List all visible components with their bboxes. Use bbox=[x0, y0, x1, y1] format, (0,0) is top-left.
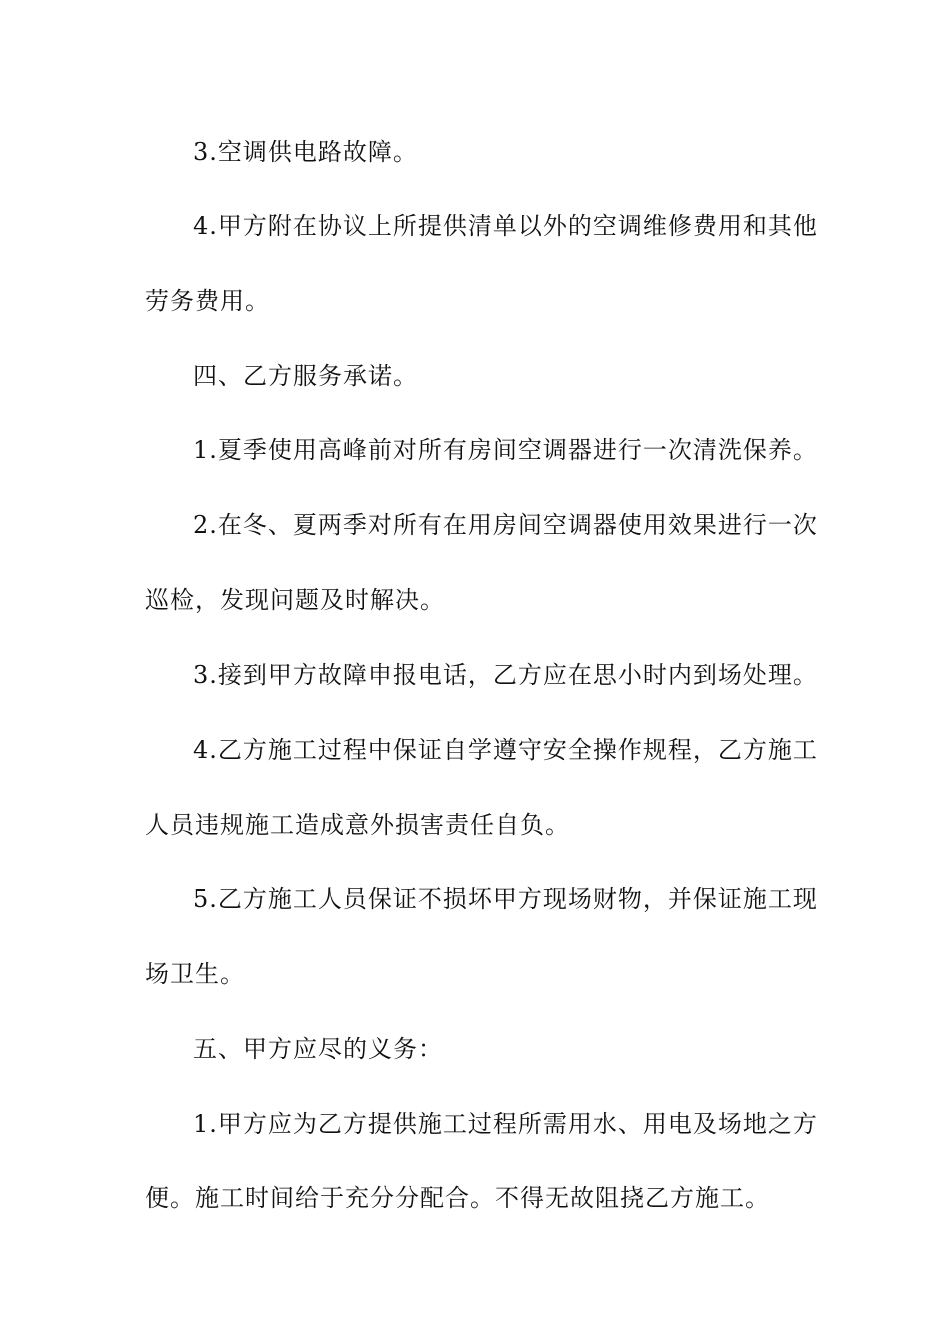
text-line-labor-costs: 劳务费用。 bbox=[145, 287, 270, 315]
text-line-property-protection: 5.乙方施工人员保证不损坏甲方现场财物，并保证施工现 bbox=[193, 885, 818, 913]
section-heading-party-a-obligations: 五、甲方应尽的义务： bbox=[193, 1035, 443, 1063]
text-line-safety-continuation: 人员违规施工造成意外损害责任自负。 bbox=[145, 811, 570, 839]
text-line-site-hygiene: 场卫生。 bbox=[145, 960, 245, 988]
text-line-summer-cleaning: 1.夏季使用高峰前对所有房间空调器进行一次清洗保养。 bbox=[193, 436, 818, 464]
text-line-seasonal-inspection: 2.在冬、夏两季对所有在用房间空调器使用效果进行一次 bbox=[193, 511, 818, 539]
text-line-inspection-continuation: 巡检，发现问题及时解决。 bbox=[145, 586, 445, 614]
text-line-cooperation: 便。施工时间给于充分分配合。不得无故阻挠乙方施工。 bbox=[145, 1184, 770, 1212]
text-line-safety-procedures: 4.乙方施工过程中保证自学遵守安全操作规程，乙方施工 bbox=[193, 736, 818, 764]
section-heading-service-commitments: 四、乙方服务承诺。 bbox=[193, 362, 418, 390]
text-line-air-conditioner-power-fault: 3.空调供电路故障。 bbox=[193, 138, 418, 166]
text-line-provide-utilities: 1.甲方应为乙方提供施工过程所需用水、用电及场地之方 bbox=[193, 1110, 818, 1138]
text-line-extra-repair-costs: 4.甲方附在协议上所提供清单以外的空调维修费用和其他 bbox=[193, 212, 818, 240]
text-line-fault-response: 3.接到甲方故障申报电话，乙方应在思小时内到场处理。 bbox=[193, 661, 818, 689]
